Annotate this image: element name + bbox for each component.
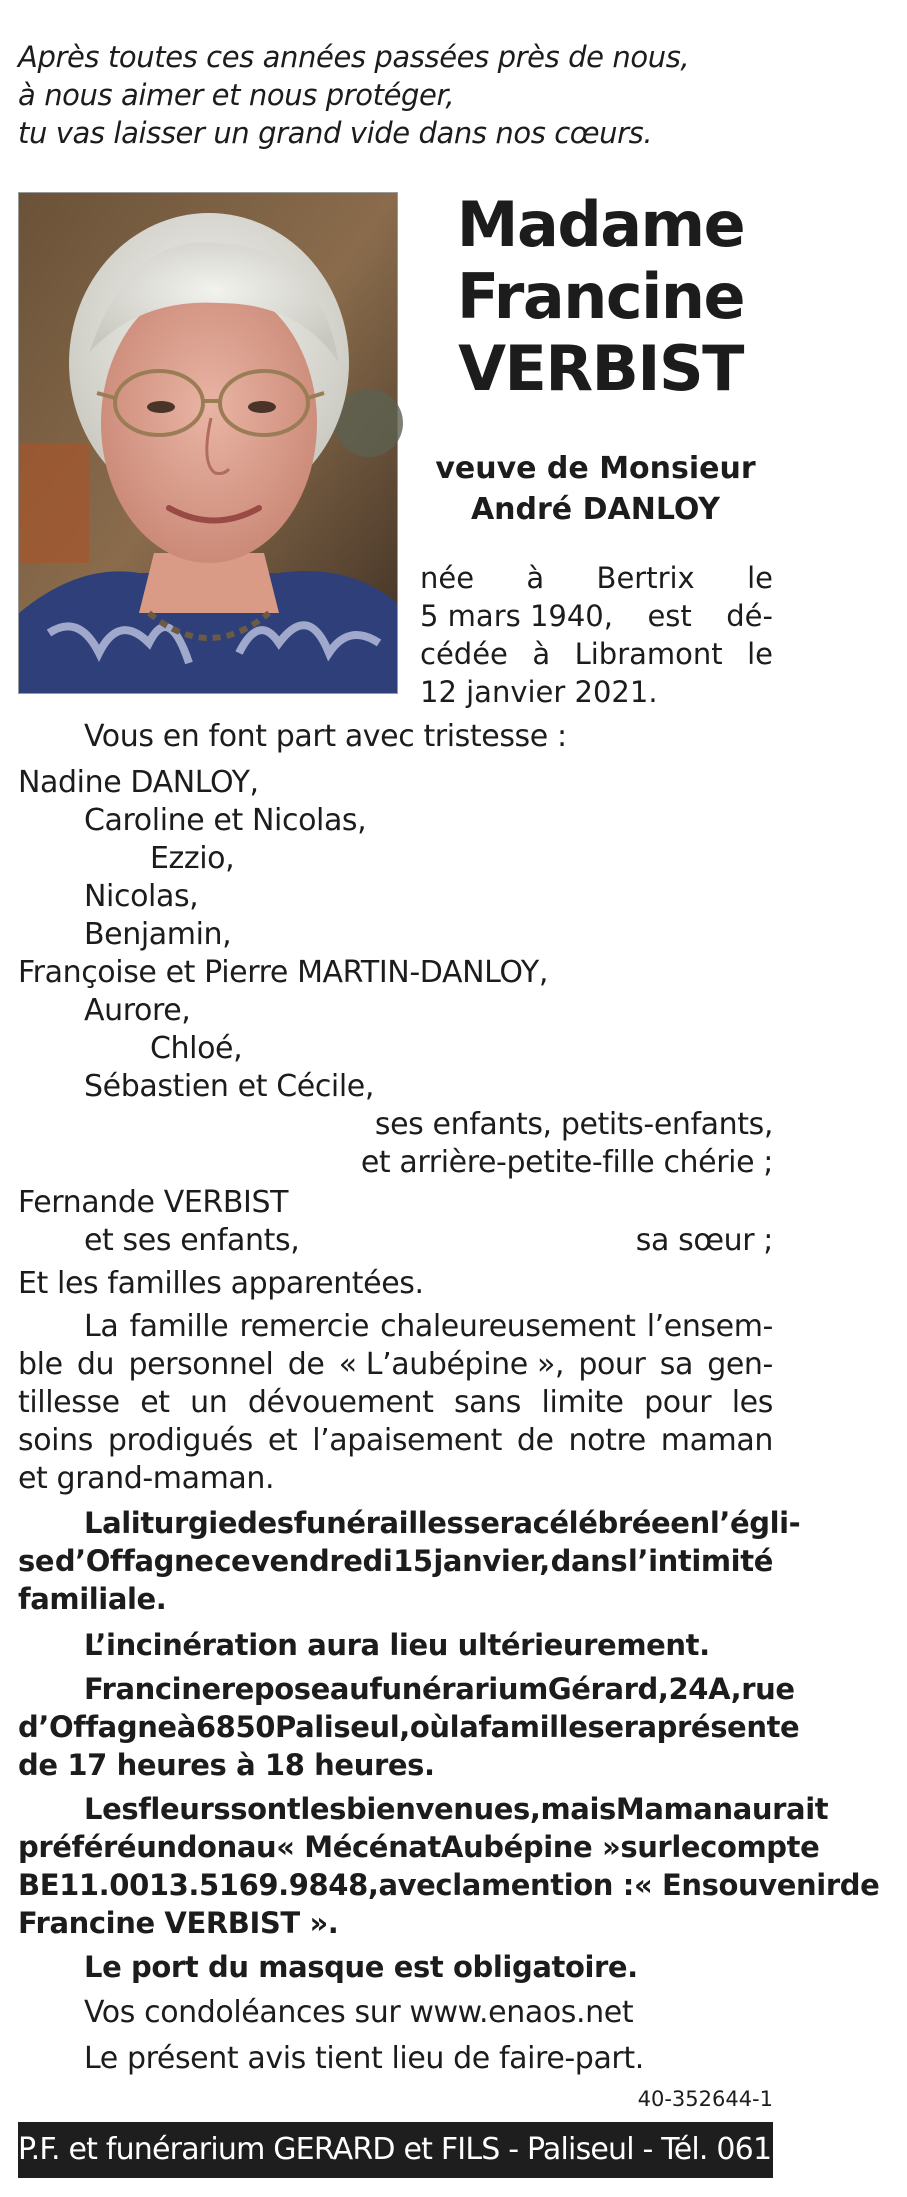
deceased-last-name: VERBIST <box>458 332 743 405</box>
family-member: Ezzio, <box>150 841 235 876</box>
quote-line-3: tu vas laisser un grand vide dans nos cœurs. <box>18 116 653 150</box>
announcement: Vous en font part avec tristesse : <box>84 719 567 754</box>
obituary-notice <box>18 0 907 2197</box>
quote-line-2: à nous aimer et nous protéger, <box>18 78 455 112</box>
family-member: Aurore, <box>84 993 191 1028</box>
relationship-label: sa sœur ; <box>635 1223 773 1258</box>
widow-of-line-1: veuve de Monsieur <box>435 451 756 486</box>
birth-death-paragraph: née à Bertrix le 5 mars 1940, est dé- cédée à Libramont le 12 janvier 2021. <box>420 561 773 709</box>
incineration-note: L’incinération aura lieu ultérieurement. <box>84 1628 710 1662</box>
family-member: Sébastien et Cécile, <box>84 1069 374 1104</box>
deceased-first-name: Francine <box>456 260 745 333</box>
extended-family: Et les familles apparentées. <box>18 1266 424 1301</box>
family-member: Caroline et Nicolas, <box>84 803 367 838</box>
relationship-label: et arrière-petite-fille chérie ; <box>360 1145 773 1180</box>
flowers-paragraph: Les fleurs sont les bienvenues, mais Maman aurait préféré un don au « Mécénat Aubépine » sur le compte BE11.0013.5169.9848, avec la mention : « En souvenir de Francine VERBIST ». <box>18 1792 880 1940</box>
quote-line-1: Après toutes ces années passées près de nous, <box>18 40 690 74</box>
family-member: Fernande VERBIST <box>18 1185 289 1220</box>
funeral-home-footer: P.F. et funérarium GERARD et FILS - Paliseul - Tél. 061 53 32 84 <box>18 2122 773 2178</box>
condolences-note: Vos condoléances sur www.enaos.net <box>84 1995 634 2030</box>
family-member: Françoise et Pierre MARTIN-DANLOY, <box>18 955 548 990</box>
family-member: Benjamin, <box>84 917 232 952</box>
thanks-paragraph: La famille remercie chaleureusement l’ensem- ble du personnel de « L’aubépine », pour sa gen- tillesse et un dévouement sans limite pour les soins prodigués et l’apaisement de notre maman et grand-maman. <box>18 1309 773 1496</box>
widow-of-line-2: André DANLOY <box>470 492 721 527</box>
relationship-label: ses enfants, petits-enfants, <box>374 1107 773 1142</box>
portrait-photo <box>18 192 398 694</box>
notice-note: Le présent avis tient lieu de faire-part. <box>84 2041 644 2076</box>
reference-number: 40-352644-1 <box>637 2087 773 2111</box>
repose-paragraph: Francine repose au funérarium Gérard, 24A, rue d’Offagne à 6850 Paliseul, où la famille sera présente de 17 heures à 18 heures. <box>18 1672 800 1782</box>
family-member: Nicolas, <box>84 879 199 914</box>
liturgy-paragraph: La liturgie des funérailles sera célébrée en l’égli- se d’Offagne ce vendredi 15 janvier, dans l’intimité familiale. <box>18 1506 801 1616</box>
family-member: et ses enfants, <box>84 1223 300 1258</box>
family-member: Nadine DANLOY, <box>18 765 259 800</box>
family-member: Chloé, <box>150 1031 243 1066</box>
mask-note: Le port du masque est obligatoire. <box>84 1950 638 1984</box>
deceased-title: Madame <box>456 188 745 261</box>
